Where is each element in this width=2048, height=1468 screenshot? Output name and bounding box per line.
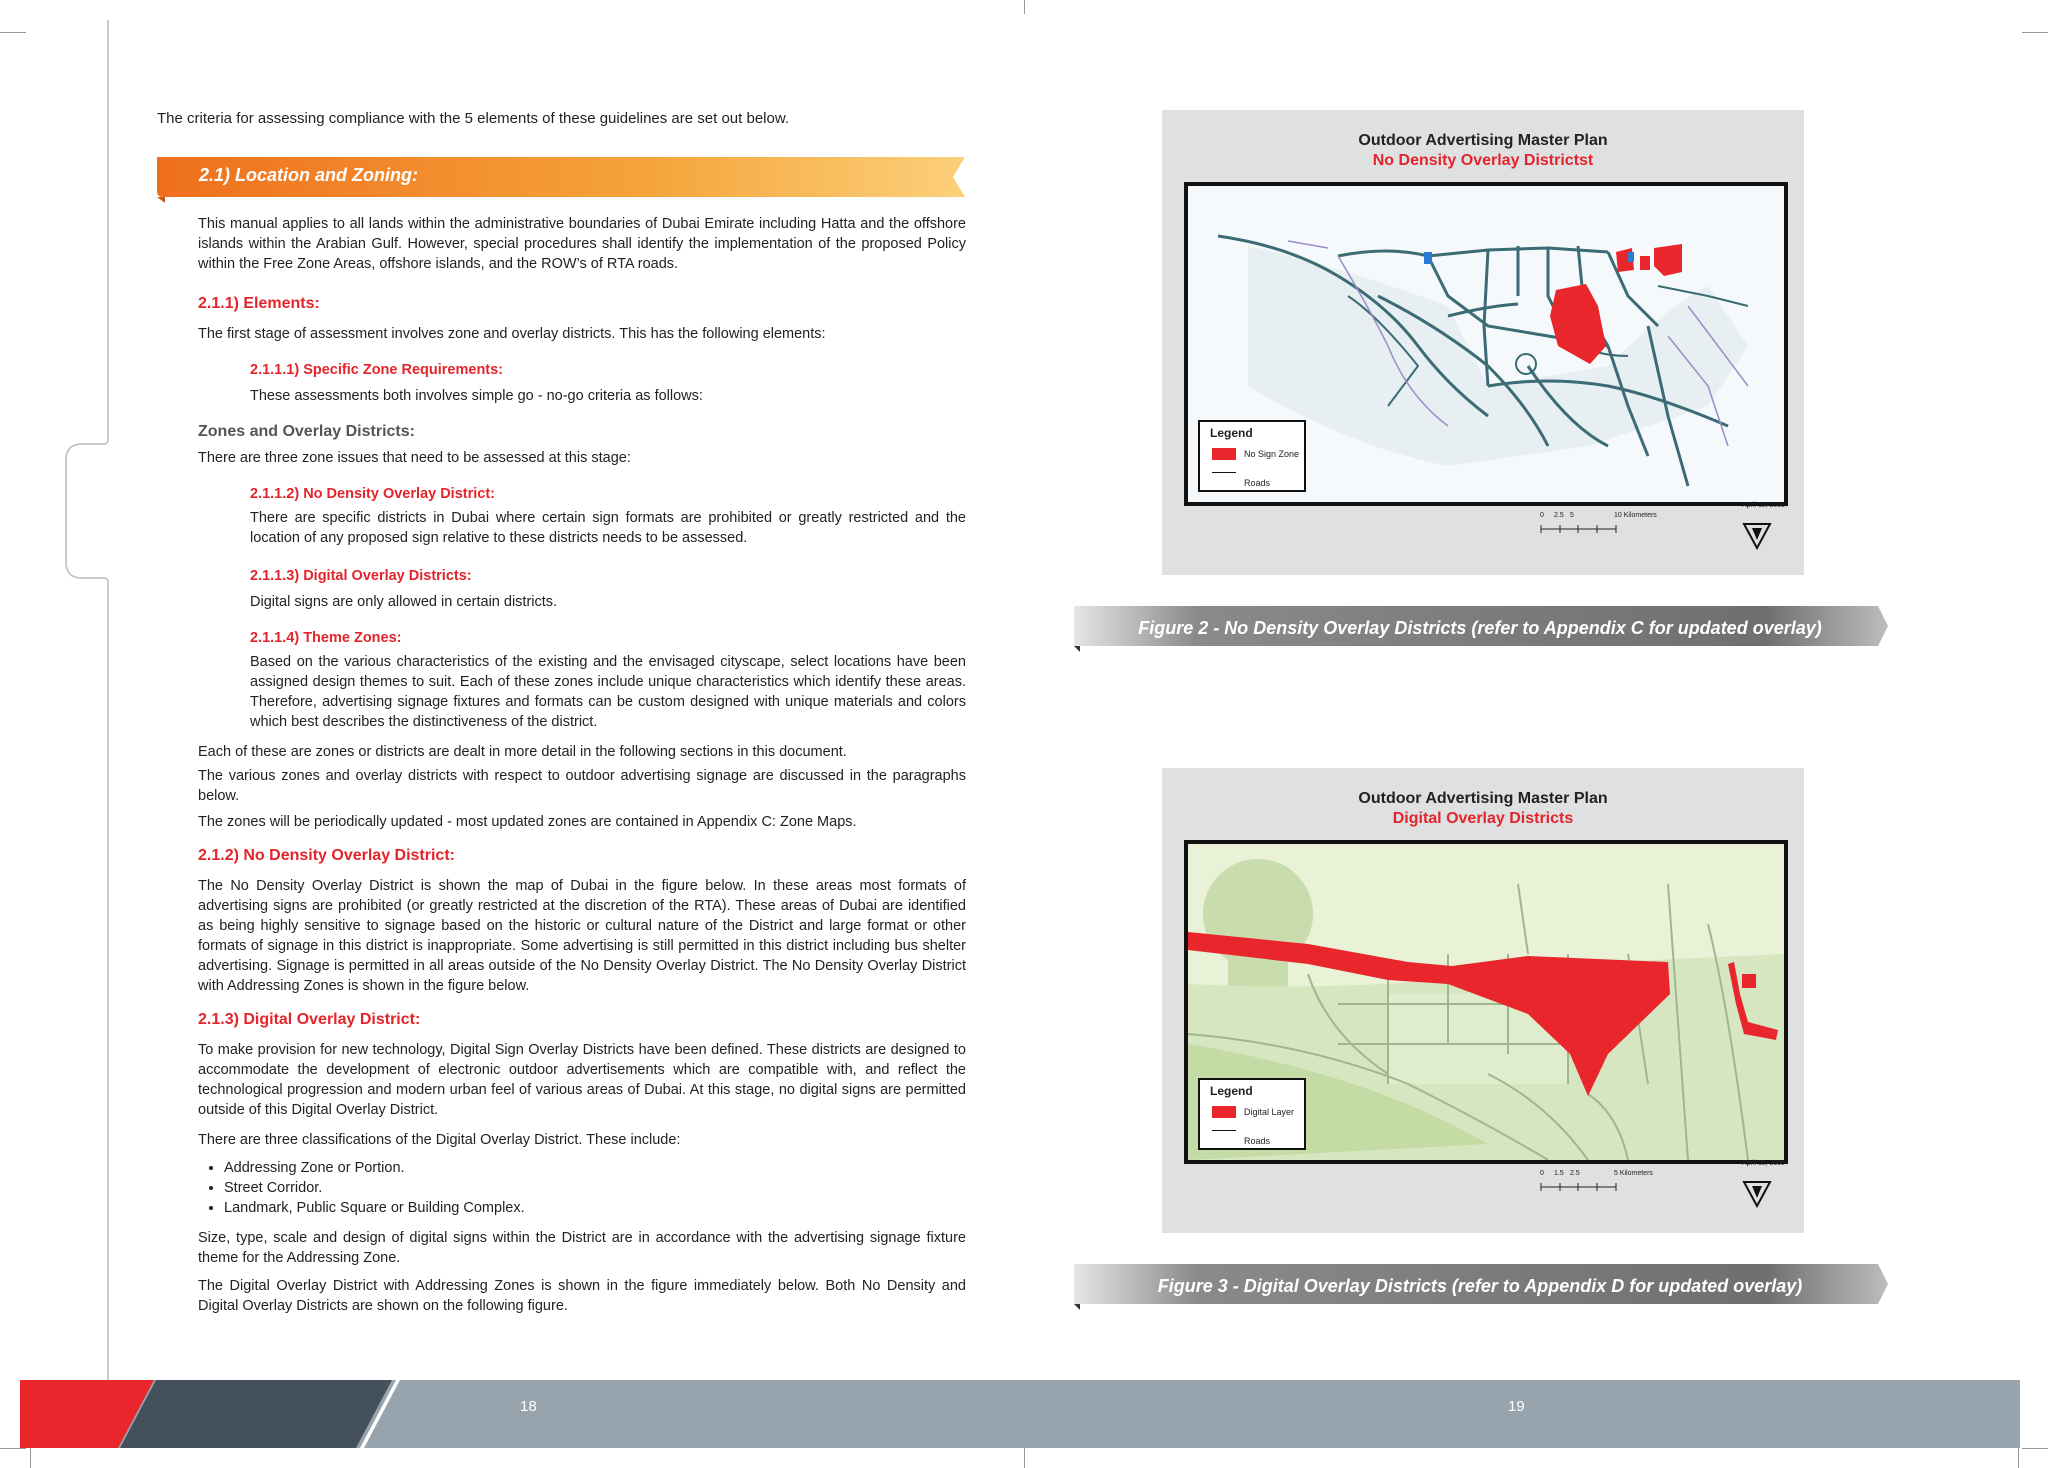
crop-mark	[0, 1448, 26, 1449]
crop-mark	[1024, 1448, 1025, 1468]
map-title: Outdoor Advertising Master Plan	[1358, 790, 1608, 807]
final-block	[198, 1276, 966, 1316]
map-legend	[1198, 420, 1306, 492]
legend-swatch	[1212, 1106, 1236, 1118]
manual-paragraph	[198, 214, 966, 274]
theme-zones-block	[250, 652, 966, 732]
no-density-sub-text: There are specific districts in Dubai where certain sign formats are prohibited or greatly restricted and the location of any proposed sign relative to these districts needs to be assessed.	[250, 510, 966, 546]
figure-2-caption	[1070, 606, 1890, 654]
digital-block	[198, 1040, 966, 1120]
manual-text: This manual applies to all lands within the administrative boundaries of Dubai Emirate including Hatta and the offshore islands within the Arabian Gulf. However, special procedures shall identify the implementation of the proposed Policy within the Free Zone Areas, offshore islands, and the ROW’s of RTA roads.	[198, 216, 966, 272]
heading-no-density: 2.1.2) No Density Overlay District:	[198, 847, 455, 864]
each-zone-text: Each of these are zones or districts are dealt in more detail in the following sections in this document.	[198, 744, 847, 760]
legend-road-line	[1212, 472, 1236, 473]
legend-roads-label: Roads	[1244, 478, 1271, 488]
heading-theme-zones: 2.1.1.4) Theme Zones:	[250, 630, 402, 646]
legend-zone-label: Digital Layer	[1244, 1107, 1295, 1117]
heading-elements: 2.1.1) Elements:	[198, 295, 320, 312]
section-title: 2.1) Location and Zoning:	[199, 165, 418, 185]
rta-logo-icon	[1742, 1178, 1772, 1208]
zones-overlay-text: There are three zone issues that need to be assessed at this stage:	[198, 450, 631, 466]
heading-zones-overlay: Zones and Overlay Districts:	[198, 423, 415, 440]
legend-title: Legend	[1210, 426, 1253, 440]
scale-bar	[1540, 1170, 1680, 1194]
rta-logo-icon	[1742, 520, 1772, 550]
scale-label: 10 Kilometers	[1614, 512, 1657, 519]
figure-2-caption-text: Figure 2 - No Density Overlay Districts (refer to Appendix C for updated overlay)	[1138, 618, 1822, 638]
size-type-text: Size, type, scale and design of digital signs within the District are in accordance with the advertising signage fixture theme for the Addressing Zone.	[198, 1230, 966, 1266]
final-text: The Digital Overlay District with Addressing Zones is shown in the figure immediately below. Both No Density and Digital Overlay Districts are shown on the following figure.	[198, 1278, 966, 1314]
heading-digital-sub: 2.1.1.3) Digital Overlay Districts:	[250, 568, 472, 584]
map-date: April 15, 2009	[1742, 1160, 1786, 1167]
scale-bar	[1540, 512, 1680, 536]
legend-title: Legend	[1210, 1084, 1253, 1098]
page-number-left: 18	[520, 1398, 537, 1415]
crop-mark	[0, 32, 26, 33]
scale-label: 5	[1570, 512, 1574, 519]
scale-label: 0	[1540, 1170, 1544, 1177]
list-item: • Addressing Zone or Portion.	[224, 1158, 966, 1178]
heading-no-density-sub: 2.1.1.2) No Density Overlay District:	[250, 486, 495, 502]
various-zones-block	[198, 766, 966, 806]
map-figure-3	[1162, 768, 1804, 1233]
map-legend	[1198, 1078, 1306, 1150]
list-item: • Street Corridor.	[224, 1178, 966, 1198]
no-density-sub-block	[250, 508, 966, 548]
map-figure-2	[1162, 110, 1804, 575]
scale-label: 0	[1540, 512, 1544, 519]
crop-mark	[2022, 1448, 2048, 1449]
figure-3-caption-text: Figure 3 - Digital Overlay Districts (refer to Appendix D for updated overlay)	[1157, 1276, 1803, 1296]
figure-3-caption	[1070, 1264, 1890, 1312]
list-item: • Landmark, Public Square or Building Complex.	[224, 1198, 966, 1218]
elements-text: The first stage of assessment involves zone and overlay districts. This has the following elements:	[198, 326, 826, 342]
map-title: Outdoor Advertising Master Plan	[1358, 132, 1608, 149]
scale-label: 2.5	[1554, 512, 1564, 519]
map-subtitle: No Density Overlay Districtst	[1372, 152, 1594, 169]
heading-digital: 2.1.3) Digital Overlay District:	[198, 1011, 421, 1028]
digital-text: To make provision for new technology, Digital Sign Overlay Districts have been defined. These districts are designed to accommodate the development of electronic outdoor advertisements which are compatible with, and reflect the technological progression and modern urban feel of various areas of Dubai. At this stage, no digital signs are permitted outside of this Digital Overlay District.	[198, 1042, 966, 1118]
scale-label: 2.5	[1570, 1170, 1580, 1177]
crop-mark	[1024, 0, 1025, 14]
footer-band	[0, 1380, 2048, 1448]
bullet-list	[198, 1158, 966, 1218]
scale-label: 5 Kilometers	[1614, 1170, 1653, 1177]
crop-mark	[2022, 32, 2048, 33]
digital-sub-text: Digital signs are only allowed in certain districts.	[250, 594, 558, 610]
map-subtitle: Digital Overlay Districts	[1392, 810, 1574, 827]
legend-roads-label: Roads	[1244, 1136, 1271, 1146]
updated-zones-text: The zones will be periodically updated - most updated zones are contained in Appendix C: Zone Maps.	[198, 814, 857, 830]
legend-swatch	[1212, 448, 1236, 460]
theme-zones-text: Based on the various characteristics of the existing and the envisaged cityscape, select locations have been assigned design themes to suit. Each of these zones include unique characteristics which identify these areas. Therefore, advertising signage fixtures and formats can be custom designed with unique materials and colors which best describes the distinctiveness of the district.	[250, 654, 966, 730]
specific-zone-text: These assessments both involves simple go - no-go criteria as follows:	[250, 388, 703, 404]
page-number-right: 19	[1508, 1398, 1525, 1415]
size-type-block	[198, 1228, 966, 1268]
heading-specific-zone: 2.1.1.1) Specific Zone Requirements:	[250, 362, 504, 378]
legend-road-line	[1212, 1130, 1236, 1131]
no-density-block	[198, 876, 966, 996]
map-frame	[1184, 182, 1788, 506]
various-zones-text: The various zones and overlay districts with respect to outdoor advertising signage are discussed in the paragraphs below.	[198, 768, 966, 804]
legend-zone-label: No Sign Zone	[1244, 449, 1300, 459]
map-frame	[1184, 840, 1788, 1164]
no-density-text: The No Density Overlay District is shown the map of Dubai in the figure below. In these areas most formats of advertising signs are prohibited (or greatly restricted at the discretion of the RTA). These areas of Dubai are identified as being highly sensitive to signage based on the historic or cultural nature of the District and large format or other formats of signage in this district is inappropriate. Some advertising is still permitted in this district including bus shelter advertising. Signage is permitted in all areas outside of the No Density Overlay District. The No Density Overlay District with Addressing Zones is shown in the figure below.	[198, 878, 966, 994]
intro-text: The criteria for assessing compliance with the 5 elements of these guidelines are set out below.	[157, 110, 790, 127]
binder-tab-outline	[30, 0, 120, 1400]
three-classes-text: There are three classifications of the Digital Overlay District. These include:	[198, 1132, 681, 1148]
scale-label: 1.5	[1554, 1170, 1564, 1177]
section-banner	[157, 155, 977, 203]
map-date: April 15, 2009	[1742, 502, 1786, 509]
